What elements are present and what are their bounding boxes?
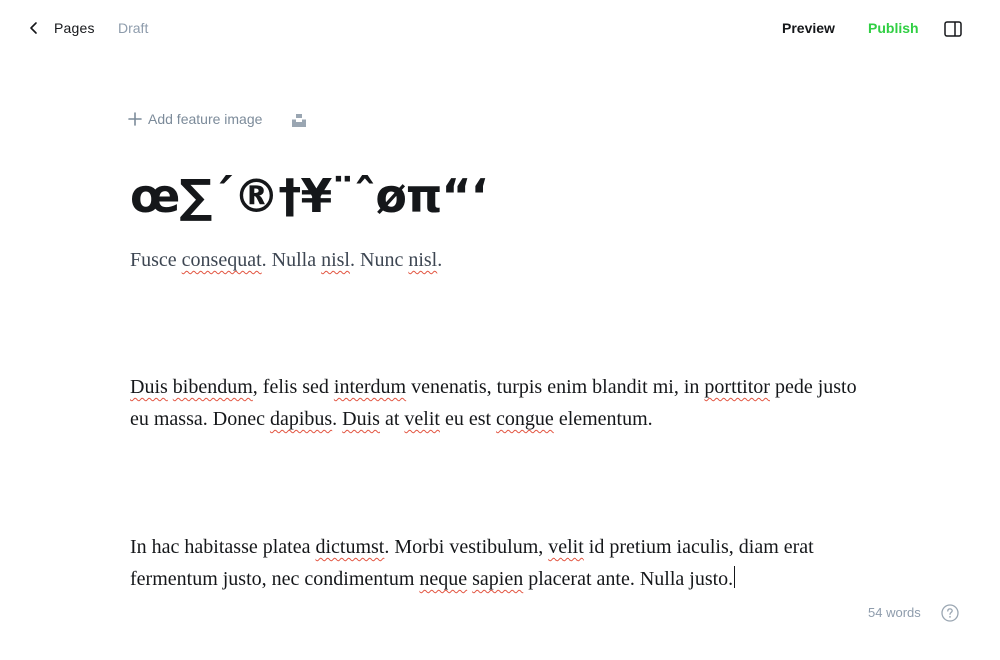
text-run: . Nunc: [350, 249, 409, 271]
text-run: . Morbi vestibulum,: [384, 536, 549, 558]
misspelled-word: sapien: [472, 568, 524, 590]
text-run: placerat ante. Nulla justo.: [523, 568, 734, 590]
post-excerpt[interactable]: [130, 244, 870, 276]
publish-button[interactable]: Publish: [868, 20, 919, 36]
misspelled-word: velit: [404, 408, 440, 430]
text-run: , felis sed: [252, 376, 334, 398]
post-title[interactable]: œ∑´®†¥¨ˆøπ“‘: [130, 169, 488, 223]
misspelled-word: interdum: [333, 376, 407, 398]
post-status: Draft: [118, 20, 149, 36]
sidebar-toggle-button[interactable]: [944, 21, 962, 37]
misspelled-word: velit: [548, 536, 584, 558]
text-run: . Nulla: [261, 249, 322, 271]
text-run: at: [379, 408, 405, 430]
text-run: eu est: [439, 408, 497, 430]
misspelled-word: Duis: [342, 408, 380, 430]
misspelled-word: Duis: [130, 376, 168, 398]
text-run: elementum.: [553, 408, 653, 430]
editor-header: [0, 0, 1000, 56]
misspelled-word: consequat: [181, 249, 262, 271]
misspelled-word: neque: [419, 568, 468, 590]
preview-button[interactable]: Preview: [782, 20, 835, 36]
text-run: .: [332, 408, 343, 430]
body-paragraph[interactable]: [130, 531, 870, 595]
plus-icon: [128, 112, 142, 126]
misspelled-word: congue: [496, 408, 554, 430]
breadcrumb-pages[interactable]: Pages: [54, 20, 95, 36]
misspelled-word: dapibus: [269, 408, 333, 430]
add-feature-image-button[interactable]: [128, 111, 262, 127]
misspelled-word: nisl: [321, 249, 350, 271]
question-circle-icon[interactable]: [941, 604, 959, 622]
misspelled-word: bibendum: [172, 376, 253, 398]
misspelled-word: porttitor: [704, 376, 770, 398]
text-cursor: [734, 566, 735, 588]
misspelled-word: nisl: [408, 249, 438, 271]
chevron-left-icon: [24, 18, 44, 38]
unsplash-icon[interactable]: [292, 113, 306, 127]
misspelled-word: dictumst: [315, 536, 385, 558]
body-paragraph[interactable]: [130, 371, 870, 435]
back-button[interactable]: [24, 18, 44, 38]
add-feature-image-label: Add feature image: [148, 111, 263, 127]
text-run: .: [437, 249, 443, 271]
text-run: venenatis, turpis enim blandit mi, in: [406, 376, 705, 398]
text-run: In hac habitasse platea: [130, 536, 316, 558]
word-count: 54 words: [868, 605, 921, 620]
text-run: Fusce: [130, 249, 182, 271]
sidebar-panel-icon: [944, 21, 962, 37]
text-run: pede justo eu massa. Donec: [130, 376, 857, 430]
text-run: id pretium iaculis, diam erat fermentum justo, nec condimentum: [130, 536, 814, 590]
